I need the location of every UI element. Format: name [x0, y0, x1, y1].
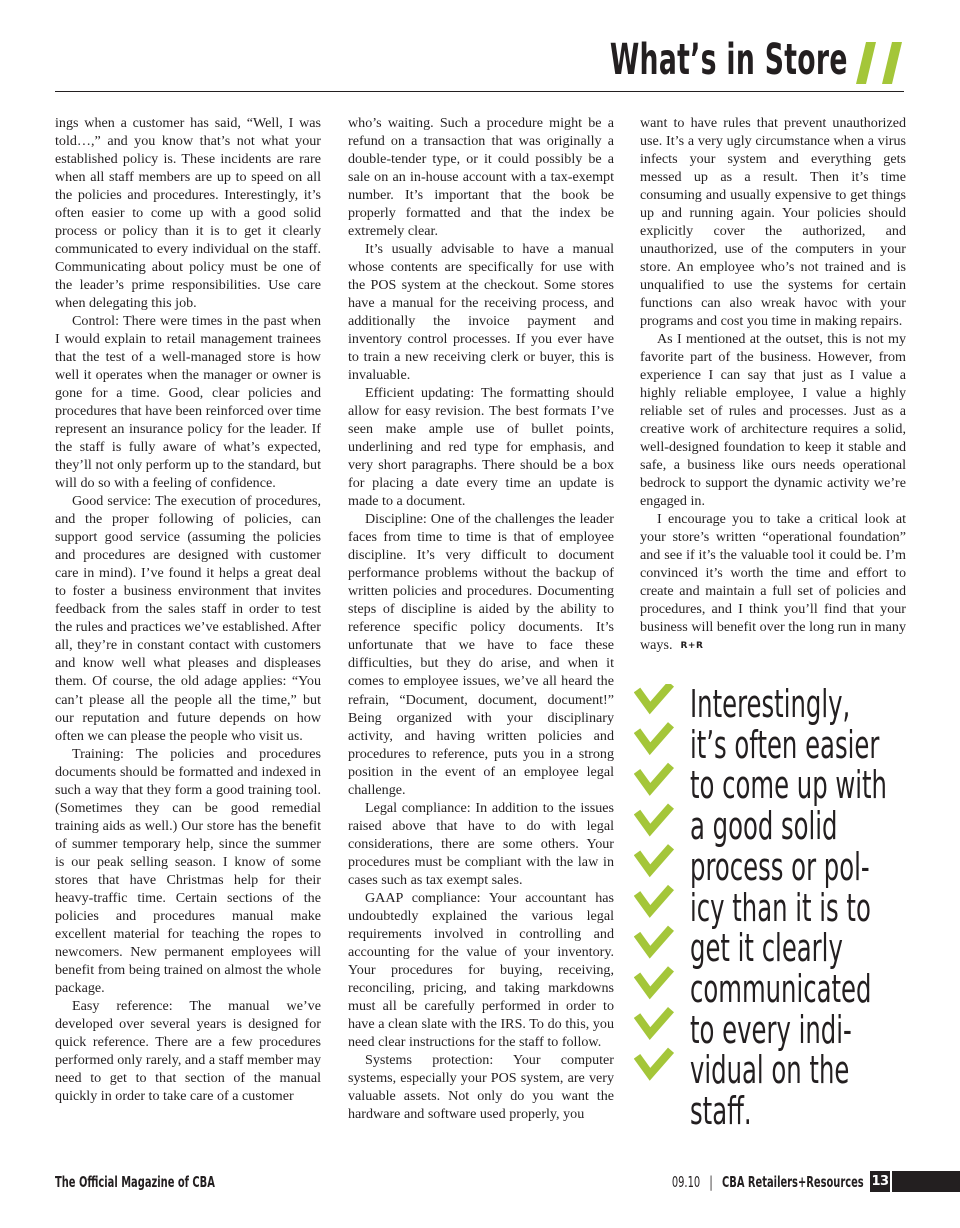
pull-quote-line: it’s often easier: [690, 722, 880, 767]
footer-publication: CBA Retailers+Resources: [722, 1173, 864, 1191]
paragraph: Efficient updating: The formatting should allow for easy revision. The best formats I’ve seen make ample use of bullet points, underlining and red type for emphasis, and very short paragraphs. There should be a box for placing a date every time an update is made to a document.: [348, 385, 614, 510]
slash-marks-icon: [856, 40, 904, 86]
chevron-icon: [637, 847, 671, 871]
paragraph: Discipline: One of the challenges the leader faces from time to time is that of employee discipline. It’s very difficult to document performance problems without the backup of written policies and procedures. Documenting steps of discipline is aided by the ability to reference specific policy documents. It’s unfortunate that we have to face these difficulties, but they do arise, and when it comes to employee issues, we’ve all heard the refrain, “Document, document, document!” Being organized with your disciplinary activity, and having written policies and procedures to reference, puts you in a strong position in the event of an employee legal challenge.: [348, 511, 614, 798]
end-mark: R+R: [680, 641, 704, 652]
chevron-icon: [637, 888, 671, 912]
chevron-column-icon: [634, 684, 674, 1144]
footer-bar: [892, 1171, 960, 1192]
chevron-icon: [637, 806, 671, 830]
pull-quote-line: get it clearly: [690, 926, 843, 971]
pull-quote-line: to every indi-: [690, 1007, 852, 1052]
paragraph: Good service: The execution of procedures, and the proper following of policies, can support good service (assuming the policies and procedures are designed with customer care in mind). I’ve found it helps a great deal to foster a business environment that invites feedback from the sales staff in order to test the rules and practices we’ve established. After all, they’re in constant contact with customers and know well what pleases and displeases them. Of course, the old adage applies: “You can’t please all the people all the time,” but our reputation and future depends on how often we can please the people who visit us.: [55, 493, 321, 744]
paragraph: It’s usually advisable to have a manual whose contents are specifically for use with the POS system at the checkout. Some stores have a manual for the receiving process, and additionally the invoice payment and inventory control processes. If you ever have to train a new receiving clerk or buyer, this is invaluable.: [348, 241, 614, 384]
chevron-icon: [637, 725, 671, 749]
chevron-icon: [637, 928, 671, 952]
paragraph: ings when a customer has said, “Well, I was told…,” and you know that’s not what your established policy is. These incidents are rare when all staff members are up to speed on all the policies and procedures. Interestingly, it’s often easier to come up with a good solid process or policy than it is to get it clearly communicated to every individual on the staff. Communicating about policy must be one of the leader’s prime responsibilities. Use care when delegating this job.: [55, 115, 321, 312]
paragraph: Systems protection: Your computer systems, especially your POS system, are very valuable assets. Not only do you want the hardware and software used properly, you: [348, 1051, 614, 1122]
page-header: [0, 0, 960, 100]
pull-quote-line: vidual on the: [690, 1048, 850, 1093]
pull-quote-line: communicated: [690, 966, 872, 1011]
footer-issue-info: [672, 1172, 864, 1192]
pull-quote-line: Interestingly,: [690, 682, 851, 726]
paragraph: As I mentioned at the outset, this is not my favorite part of the business. However, from experience I can say that just as I value a highly reliable employee, I value a highly reliable set of rules and processes. Just as a creative work of architecture requires a solid, well-designed foundation to keep it stable and safe, a business like ours needs operational bedrock to support the dynamic activity we’re engaged in.: [640, 331, 906, 510]
article-column-2: [348, 114, 614, 1123]
pull-quote-line: process or pol-: [690, 844, 870, 889]
paragraph: Legal compliance: In addition to the issues raised above that have to do with legal considerations, there are some others. Your procedures must be compliant with the law in cases such as tax exempt sales.: [348, 799, 614, 888]
paragraph: Control: There were times in the past when I would explain to retail management trainees that the test of a well-managed store is how well it operates when the manager or owner is gone for a time. Good, clear policies and procedures that have been reinforced over time represent an insurance policy for the leader. If the staff is fully aware of what’s expected, they’ll not only perform up to the standard, but will do so with a feeling of confidence.: [55, 313, 321, 492]
paragraph: Easy reference: The manual we’ve developed over several years is designed for quick reference. There are a few procedures performed only rarely, and a staff member may need to get to that section of the manual quickly in order to take care of a customer: [55, 997, 321, 1104]
pull-quote-line: a good solid: [690, 804, 838, 849]
pull-quote-line: staff.: [690, 1089, 752, 1134]
paragraph: I encourage you to take a critical look at your store’s written “operational foundation” and see if it’s the valuable tool it could be. I’m convinced it’s worth the time and effort to create and maintain a full set of policies and procedures, and I think you’ll find that your business will benefit over the long run in many ways. R+R: [640, 511, 906, 654]
chevron-icon: [637, 765, 671, 789]
paragraph: want to have rules that prevent unauthorized use. It’s a very ugly circumstance when a virus infects your system and everything gets messed up as a result. Then it’s time consuming and usually expensive to get things up and running again. Your policies should explicitly cover the authorized, and unauthorized, use of the computers in your store. An employee who’s not trained and is unqualified to use the systems for certain functions can also wreak havoc with your programs and cost you time in making repairs.: [640, 115, 906, 330]
footer-separator: |: [709, 1173, 714, 1191]
page-number: 13: [870, 1171, 890, 1192]
chevron-icon: [637, 1010, 671, 1034]
paragraph: GAAP compliance: Your accountant has undoubtedly explained the various legal requirements involved in controlling and accounting for the value of your inventory. Your procedures for buying, receiving, reconciling, pricing, and taking markdowns must all be carefully performed in order to have a clean slate with the IRS. To do this, you need clear instructions for the staff to follow.: [348, 889, 614, 1050]
paragraph: who’s waiting. Such a procedure might be a refund on a transaction that was originally a double-tender type, or it could possibly be a sale on an in-house account with a tax-exempt number. It’s important that the book be properly formatted and that the index be extremely clear.: [348, 115, 614, 240]
article-column-1: [55, 114, 321, 1105]
chevron-icon: [637, 684, 671, 708]
header-rule: [55, 91, 904, 92]
section-title: What’s in Store: [610, 35, 848, 85]
page-footer: [0, 1168, 960, 1198]
footer-magazine-name: The Official Magazine of CBA: [55, 1173, 215, 1191]
chevron-icon: [637, 1050, 671, 1074]
footer-issue-date: 09.10: [672, 1173, 701, 1191]
pull-quote-line: to come up with: [690, 763, 887, 808]
pull-quote: [634, 684, 924, 1144]
pull-quote-text: [690, 684, 946, 1132]
chevron-icon: [637, 969, 671, 993]
pull-quote-line: icy than it is to: [690, 885, 871, 930]
article-column-3: [640, 114, 906, 655]
paragraph: Training: The policies and procedures documents should be formatted and indexed in such a way that they form a good training tool. (Sometimes they can be good remedial training aids as well.) Our store has the benefit of summer temporary help, since the summer is our peak selling season. I know of some stores that have Christmas help for their heavy-traffic time. Certain sections of the policies and procedures manual make excellent material for teaching the ropes to newcomers. New permanent employees will benefit from being trained on almost the whole package.: [55, 745, 321, 996]
